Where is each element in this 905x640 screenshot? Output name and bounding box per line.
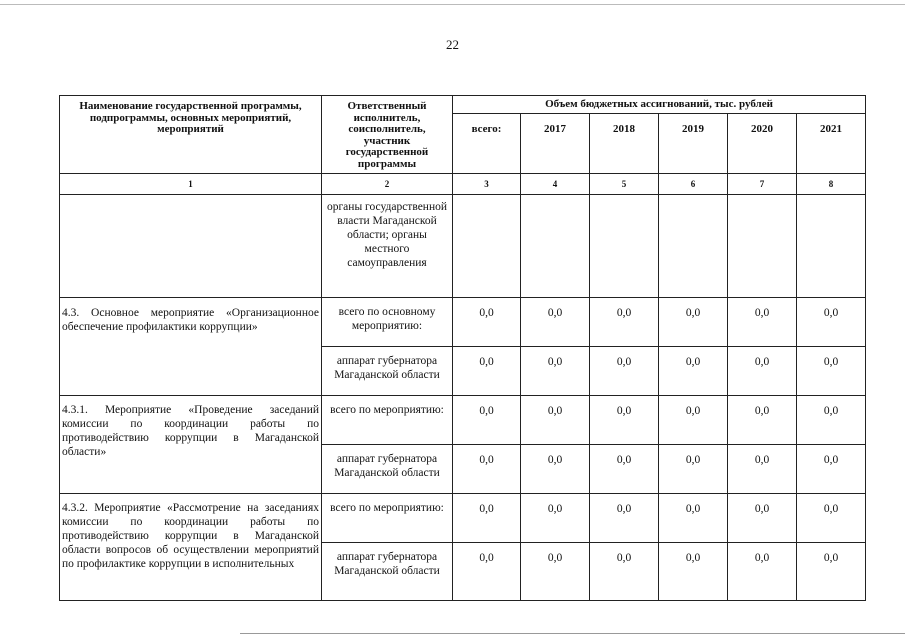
responsible-cell: всего по мероприятию: [322,396,453,445]
value-cell: 0,0 [659,396,728,445]
section-name: 4.3.1. Мероприятие «Проведение заседаний комиссии по координации работы по противодействию коррупции в Магаданской области» [60,396,322,494]
value-cell: 0,0 [521,445,590,494]
value-cell: 0,0 [797,445,866,494]
value-cell: 0,0 [521,396,590,445]
value-cell: 0,0 [453,298,521,347]
index-cell: 8 [797,174,866,195]
index-cell: 5 [590,174,659,195]
empty-cell [453,195,521,298]
section-name: 4.3. Основное мероприятие «Организационное обеспечение профилактики коррупции» [60,298,322,396]
page-number: 22 [446,37,459,52]
empty-cell [659,195,728,298]
value-cell: 0,0 [590,298,659,347]
value-cell: 0,0 [728,543,797,601]
value-cell: 0,0 [797,298,866,347]
value-cell: 0,0 [659,445,728,494]
top-rule [0,4,905,5]
header-year: 2021 [797,114,866,174]
index-cell: 7 [728,174,797,195]
header-volume: Объем бюджетных ассигнований, тыс. рублей [453,96,866,114]
header-responsible: Ответственный исполнитель, соисполнитель, участник государственной программы [322,96,453,174]
index-row [60,174,866,195]
value-cell: 0,0 [521,347,590,396]
empty-cell [521,195,590,298]
value-cell: 0,0 [521,494,590,543]
header-total: всего: [453,114,521,174]
value-cell: 0,0 [453,445,521,494]
responsible-cell: аппарат губернатора Магаданской области [322,347,453,396]
index-cell: 6 [659,174,728,195]
empty-cell [797,195,866,298]
empty-cell [590,195,659,298]
value-cell: 0,0 [590,347,659,396]
bottom-rule [240,633,905,634]
responsible-cell: всего по основному мероприятию: [322,298,453,347]
index-cell: 3 [453,174,521,195]
value-cell: 0,0 [453,396,521,445]
value-cell: 0,0 [728,347,797,396]
responsible-cell: всего по мероприятию: [322,494,453,543]
header-year: 2020 [728,114,797,174]
value-cell: 0,0 [797,494,866,543]
header-year: 2018 [590,114,659,174]
continuation-row [60,195,866,298]
table-row [60,298,866,347]
value-cell: 0,0 [797,543,866,601]
value-cell: 0,0 [521,543,590,601]
value-cell: 0,0 [590,396,659,445]
value-cell: 0,0 [659,543,728,601]
value-cell: 0,0 [590,445,659,494]
value-cell: 0,0 [659,298,728,347]
value-cell: 0,0 [521,298,590,347]
value-cell: 0,0 [728,298,797,347]
value-cell: 0,0 [728,396,797,445]
value-cell: 0,0 [453,543,521,601]
value-cell: 0,0 [659,347,728,396]
index-cell: 2 [322,174,453,195]
header-year: 2019 [659,114,728,174]
header-year: 2017 [521,114,590,174]
empty-cell [60,195,322,298]
header-name: Наименование государственной программы, подпрограммы, основных мероприятий, мероприятий [60,96,322,174]
empty-cell [728,195,797,298]
index-cell: 1 [60,174,322,195]
value-cell: 0,0 [453,347,521,396]
value-cell: 0,0 [590,494,659,543]
section-name: 4.3.2. Мероприятие «Рассмотрение на заседаниях комиссии по координации работы по противодействию коррупции в Магаданской области вопросов об осуществлении мероприятий по профилактике коррупции в исполнительных [60,494,322,601]
value-cell: 0,0 [728,494,797,543]
index-cell: 4 [521,174,590,195]
budget-table [59,95,866,601]
value-cell: 0,0 [453,494,521,543]
value-cell: 0,0 [797,347,866,396]
value-cell: 0,0 [728,445,797,494]
responsible-cell: аппарат губернатора Магаданской области [322,445,453,494]
responsible-cell: органы государственной власти Магаданской области; органы местного самоуправления [322,195,453,298]
table-row [60,396,866,445]
value-cell: 0,0 [590,543,659,601]
value-cell: 0,0 [659,494,728,543]
responsible-cell: аппарат губернатора Магаданской области [322,543,453,601]
table-row [60,494,866,543]
value-cell: 0,0 [797,396,866,445]
